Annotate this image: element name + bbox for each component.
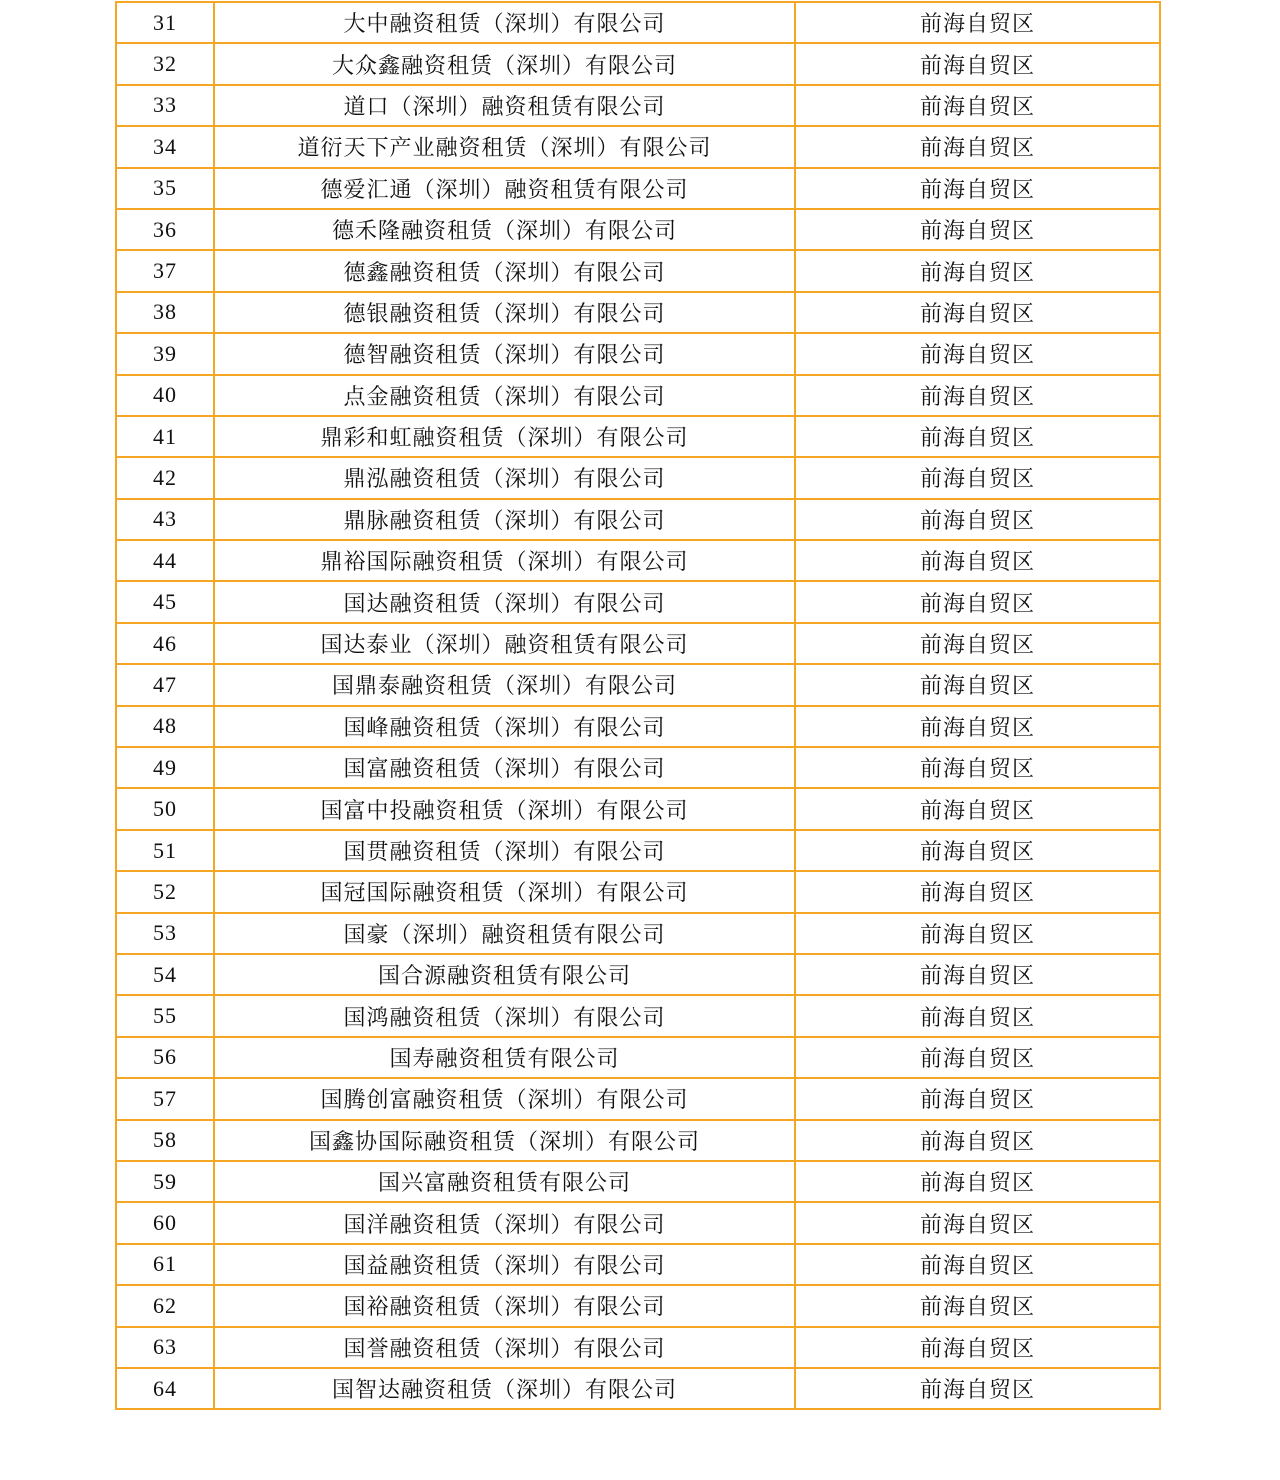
table-row bbox=[116, 788, 1160, 829]
area-cell: 前海自贸区 bbox=[795, 581, 1160, 622]
row-number-cell: 53 bbox=[116, 913, 214, 954]
company-name-cell: 国寿融资租赁有限公司 bbox=[214, 1037, 795, 1078]
row-number-cell: 49 bbox=[116, 747, 214, 788]
company-name-cell: 道口（深圳）融资租赁有限公司 bbox=[214, 85, 795, 126]
area-cell: 前海自贸区 bbox=[795, 457, 1160, 498]
area-cell: 前海自贸区 bbox=[795, 871, 1160, 912]
row-number-cell: 46 bbox=[116, 623, 214, 664]
company-name-cell: 德禾隆融资租赁（深圳）有限公司 bbox=[214, 209, 795, 250]
table-row bbox=[116, 995, 1160, 1036]
area-cell: 前海自贸区 bbox=[795, 954, 1160, 995]
table-row bbox=[116, 1120, 1160, 1161]
row-number-cell: 35 bbox=[116, 168, 214, 209]
company-name-cell: 德鑫融资租赁（深圳）有限公司 bbox=[214, 250, 795, 291]
table-row bbox=[116, 43, 1160, 84]
table-row bbox=[116, 1202, 1160, 1243]
area-cell: 前海自贸区 bbox=[795, 830, 1160, 871]
company-name-cell: 国裕融资租赁（深圳）有限公司 bbox=[214, 1285, 795, 1326]
table-row bbox=[116, 333, 1160, 374]
area-cell: 前海自贸区 bbox=[795, 664, 1160, 705]
row-number-cell: 55 bbox=[116, 995, 214, 1036]
table-row bbox=[116, 1327, 1160, 1368]
table-row bbox=[116, 871, 1160, 912]
table-row bbox=[116, 954, 1160, 995]
row-number-cell: 56 bbox=[116, 1037, 214, 1078]
company-name-cell: 国洋融资租赁（深圳）有限公司 bbox=[214, 1202, 795, 1243]
area-cell: 前海自贸区 bbox=[795, 250, 1160, 291]
area-cell: 前海自贸区 bbox=[795, 43, 1160, 84]
row-number-cell: 59 bbox=[116, 1161, 214, 1202]
area-cell: 前海自贸区 bbox=[795, 2, 1160, 43]
row-number-cell: 36 bbox=[116, 209, 214, 250]
company-name-cell: 国豪（深圳）融资租赁有限公司 bbox=[214, 913, 795, 954]
table-row bbox=[116, 2, 1160, 43]
table-row bbox=[116, 457, 1160, 498]
table-row bbox=[116, 1244, 1160, 1285]
row-number-cell: 62 bbox=[116, 1285, 214, 1326]
area-cell: 前海自贸区 bbox=[795, 623, 1160, 664]
area-cell: 前海自贸区 bbox=[795, 706, 1160, 747]
area-cell: 前海自贸区 bbox=[795, 1285, 1160, 1326]
area-cell: 前海自贸区 bbox=[795, 913, 1160, 954]
company-name-cell: 国冠国际融资租赁（深圳）有限公司 bbox=[214, 871, 795, 912]
company-name-cell: 国达融资租赁（深圳）有限公司 bbox=[214, 581, 795, 622]
table-row bbox=[116, 581, 1160, 622]
company-name-cell: 德爱汇通（深圳）融资租赁有限公司 bbox=[214, 168, 795, 209]
row-number-cell: 52 bbox=[116, 871, 214, 912]
company-name-cell: 国鑫协国际融资租赁（深圳）有限公司 bbox=[214, 1120, 795, 1161]
table-row bbox=[116, 747, 1160, 788]
row-number-cell: 31 bbox=[116, 2, 214, 43]
table-row bbox=[116, 416, 1160, 457]
company-name-cell: 国富中投融资租赁（深圳）有限公司 bbox=[214, 788, 795, 829]
table-row bbox=[116, 209, 1160, 250]
area-cell: 前海自贸区 bbox=[795, 126, 1160, 167]
company-name-cell: 鼎裕国际融资租赁（深圳）有限公司 bbox=[214, 540, 795, 581]
area-cell: 前海自贸区 bbox=[795, 747, 1160, 788]
company-name-cell: 国达泰业（深圳）融资租赁有限公司 bbox=[214, 623, 795, 664]
table-row bbox=[116, 168, 1160, 209]
row-number-cell: 61 bbox=[116, 1244, 214, 1285]
table-row bbox=[116, 499, 1160, 540]
table-row bbox=[116, 706, 1160, 747]
area-cell: 前海自贸区 bbox=[795, 85, 1160, 126]
area-cell: 前海自贸区 bbox=[795, 416, 1160, 457]
area-cell: 前海自贸区 bbox=[795, 1202, 1160, 1243]
row-number-cell: 64 bbox=[116, 1368, 214, 1409]
area-cell: 前海自贸区 bbox=[795, 1078, 1160, 1119]
row-number-cell: 43 bbox=[116, 499, 214, 540]
company-name-cell: 大中融资租赁（深圳）有限公司 bbox=[214, 2, 795, 43]
row-number-cell: 41 bbox=[116, 416, 214, 457]
row-number-cell: 40 bbox=[116, 375, 214, 416]
area-cell: 前海自贸区 bbox=[795, 499, 1160, 540]
table-row bbox=[116, 1285, 1160, 1326]
table-row bbox=[116, 623, 1160, 664]
company-name-cell: 国富融资租赁（深圳）有限公司 bbox=[214, 747, 795, 788]
row-number-cell: 50 bbox=[116, 788, 214, 829]
table-row bbox=[116, 292, 1160, 333]
company-name-cell: 道衍天下产业融资租赁（深圳）有限公司 bbox=[214, 126, 795, 167]
area-cell: 前海自贸区 bbox=[795, 1161, 1160, 1202]
company-name-cell: 鼎彩和虹融资租赁（深圳）有限公司 bbox=[214, 416, 795, 457]
row-number-cell: 34 bbox=[116, 126, 214, 167]
row-number-cell: 45 bbox=[116, 581, 214, 622]
row-number-cell: 42 bbox=[116, 457, 214, 498]
row-number-cell: 60 bbox=[116, 1202, 214, 1243]
row-number-cell: 37 bbox=[116, 250, 214, 291]
table-row bbox=[116, 126, 1160, 167]
row-number-cell: 54 bbox=[116, 954, 214, 995]
row-number-cell: 51 bbox=[116, 830, 214, 871]
table-row bbox=[116, 1078, 1160, 1119]
area-cell: 前海自贸区 bbox=[795, 375, 1160, 416]
area-cell: 前海自贸区 bbox=[795, 209, 1160, 250]
row-number-cell: 47 bbox=[116, 664, 214, 705]
row-number-cell: 58 bbox=[116, 1120, 214, 1161]
company-name-cell: 国峰融资租赁（深圳）有限公司 bbox=[214, 706, 795, 747]
area-cell: 前海自贸区 bbox=[795, 1368, 1160, 1409]
company-name-cell: 国合源融资租赁有限公司 bbox=[214, 954, 795, 995]
table-body bbox=[116, 2, 1160, 1409]
company-name-cell: 大众鑫融资租赁（深圳）有限公司 bbox=[214, 43, 795, 84]
company-name-cell: 国兴富融资租赁有限公司 bbox=[214, 1161, 795, 1202]
company-name-cell: 国腾创富融资租赁（深圳）有限公司 bbox=[214, 1078, 795, 1119]
table-row bbox=[116, 664, 1160, 705]
table-row bbox=[116, 85, 1160, 126]
table-row bbox=[116, 1161, 1160, 1202]
row-number-cell: 44 bbox=[116, 540, 214, 581]
company-name-cell: 国鼎泰融资租赁（深圳）有限公司 bbox=[214, 664, 795, 705]
row-number-cell: 57 bbox=[116, 1078, 214, 1119]
company-name-cell: 国智达融资租赁（深圳）有限公司 bbox=[214, 1368, 795, 1409]
row-number-cell: 39 bbox=[116, 333, 214, 374]
area-cell: 前海自贸区 bbox=[795, 788, 1160, 829]
company-name-cell: 鼎泓融资租赁（深圳）有限公司 bbox=[214, 457, 795, 498]
company-name-cell: 国贯融资租赁（深圳）有限公司 bbox=[214, 830, 795, 871]
company-name-cell: 鼎脉融资租赁（深圳）有限公司 bbox=[214, 499, 795, 540]
area-cell: 前海自贸区 bbox=[795, 540, 1160, 581]
area-cell: 前海自贸区 bbox=[795, 1120, 1160, 1161]
row-number-cell: 38 bbox=[116, 292, 214, 333]
area-cell: 前海自贸区 bbox=[795, 292, 1160, 333]
area-cell: 前海自贸区 bbox=[795, 168, 1160, 209]
table-row bbox=[116, 375, 1160, 416]
company-name-cell: 国誉融资租赁（深圳）有限公司 bbox=[214, 1327, 795, 1368]
area-cell: 前海自贸区 bbox=[795, 1327, 1160, 1368]
table-row bbox=[116, 1037, 1160, 1078]
row-number-cell: 33 bbox=[116, 85, 214, 126]
company-name-cell: 国鸿融资租赁（深圳）有限公司 bbox=[214, 995, 795, 1036]
company-name-cell: 国益融资租赁（深圳）有限公司 bbox=[214, 1244, 795, 1285]
company-name-cell: 德智融资租赁（深圳）有限公司 bbox=[214, 333, 795, 374]
row-number-cell: 32 bbox=[116, 43, 214, 84]
table-row bbox=[116, 540, 1160, 581]
row-number-cell: 63 bbox=[116, 1327, 214, 1368]
company-name-cell: 德银融资租赁（深圳）有限公司 bbox=[214, 292, 795, 333]
table-row bbox=[116, 1368, 1160, 1409]
table-row bbox=[116, 830, 1160, 871]
area-cell: 前海自贸区 bbox=[795, 1244, 1160, 1285]
area-cell: 前海自贸区 bbox=[795, 995, 1160, 1036]
area-cell: 前海自贸区 bbox=[795, 1037, 1160, 1078]
area-cell: 前海自贸区 bbox=[795, 333, 1160, 374]
table-row bbox=[116, 913, 1160, 954]
company-table bbox=[115, 1, 1161, 1410]
table-row bbox=[116, 250, 1160, 291]
row-number-cell: 48 bbox=[116, 706, 214, 747]
company-name-cell: 点金融资租赁（深圳）有限公司 bbox=[214, 375, 795, 416]
